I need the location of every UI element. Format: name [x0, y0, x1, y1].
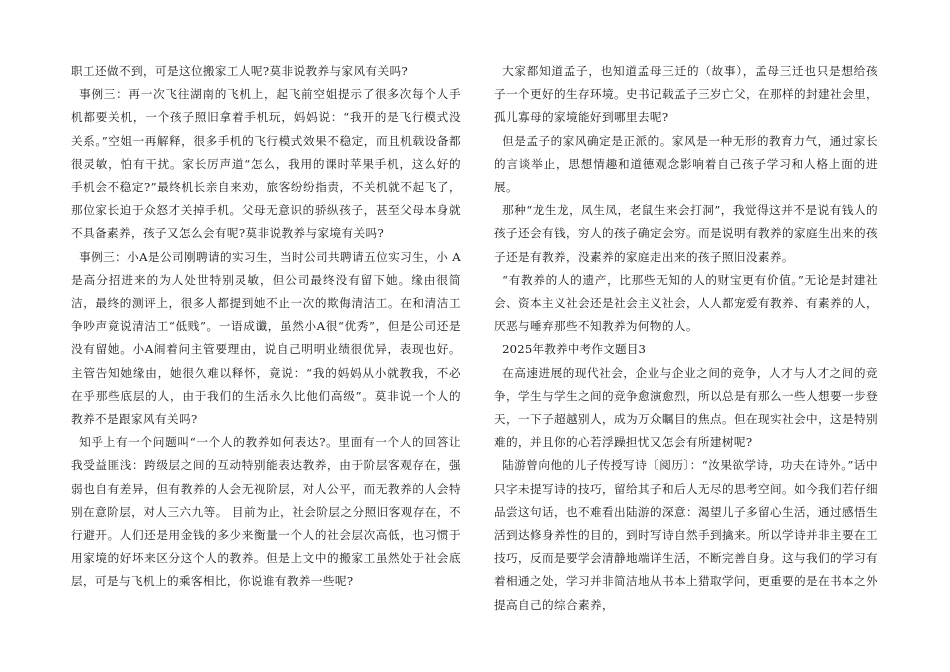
paragraph-mencius: 大家都知道孟子，也知道孟母三迁的（故事），孟母三迁也只是想给孩子一个更好的生存环境。史书记载孟子三岁亡父，在那样的封建社会里，孤儿寡母的家境能好到哪里去呢? [494, 64, 878, 125]
paragraph-proverb: 那种“龙生龙，凤生凤，老鼠生来会打洞”，我觉得这并不是说有钱人的孩子还会有钱，穷人的孩子确定会穷。而是说明有教养的家庭生出来的孩子还是有教养，没素养的家庭走出来的孩子照旧没素养。 [494, 203, 878, 264]
paragraph-example-airplane: 事例三：再一次飞往湖南的飞机上，起飞前空姐提示了很多次每个人手机都要关机，一个孩子照旧拿着手机玩，妈妈说：“我开的是飞行模式没关系。”空姐一再解释，很多手机的飞行模式效果不稳定，而且机载设备都很灵敏，怕有干扰。家长厉声道“怎么，我用的课时苹果手机，这么好的手机会不稳定?”最终机长亲自来劝，旅客纷纷指责，不关机就不起飞了，那位家长迫于众怒才关掉手机。父母无意识的骄纵孩子，甚至父母本身就不具备素养，孩子又怎么会有呢?莫非说教养与家境有关吗? [71, 87, 461, 241]
paragraph-example-intern: 事例三：小A是公司刚聘请的实习生，当时公司共聘请五位实习生，小 A是高分招进来的为人处世特别灵敏，但公司最终没有留下她。缘由很简洁，最终的测评上，很多人都提到她不止一次的欺侮清洁工。在和清洁工争吵声竟说清洁工“低贱”。一语成谶，虽然小A很“优秀”，但是公司还是没有留她。小A闹着问主管要理由，说自己明明业绩很优异，表现也好。主管告知她缘由，她很久难以释怀，竟说：“我的妈妈从小就教我，不必在乎那些底层的人，由于我们的生活永久比他们高级”。莫非说一个人的教养不是跟家风有关吗? [71, 249, 461, 427]
section-heading: 2025年教养中考作文题目3 [502, 342, 647, 357]
right-column [494, 60, 914, 617]
left-column [71, 60, 461, 594]
paragraph-zhihu: 知乎上有一个问题叫“一个人的教养如何表达?。里面有一个人的回答让我受益匪浅：跨级层之间的互动特别能表达教养，由于阶层客观存在，强弱也自有差异，但有教养的人会无视阶层，对人公平，而无教养的人会特别在意阶层，对人三六九等。 目前为止，社会阶层之分照旧客观存在，不行避开。人们还是用金钱的多少来衡量一个人的社会层次高低，也习惯于用家境的好坏来区分这个人的教养。但是上文中的搬家工虽然处于社会底层，可是与飞机上的乘客相比，你说谁有教养一些呢? [71, 435, 461, 589]
paragraph-continued: 职工还做不到，可是这位搬家工人呢?莫非说教养与家风有关吗? [71, 64, 409, 78]
paragraph-family-style: 但是孟子的家风确定是正派的。家风是一种无形的教育力气，通过家长的言谈举止，思想情趣和道德观念影响着自己孩子学习和人格上面的进展。 [494, 133, 878, 195]
paragraph-competition: 在高速进展的现代社会，企业与企业之间的竞争，人才与人才之间的竞争，学生与学生之间的竞争愈演愈烈，所以总是有那么一些人想要一步登天，一下子超越别人，成为万众瞩目的焦点。但在现实社会中，这是特别 难的，并且你的心若浮躁担忧又怎会有所建树呢? [494, 365, 914, 450]
paragraph-quote-legacy: “有教养的人的遗产，比那些无知的人的财宝更有价值。”无论是封建社会、资本主义社会还是社会主义社会，人人都宠爱有教养、有素养的人，厌恶与唾弃那些不知教养为何物的人。 [494, 272, 878, 334]
paragraph-lu-you: 陆游曾向他的儿子传授写诗〔阅历〕：“汝果欲学诗，功夫在诗外。”话中只字未提写诗的技巧，留给其子和后人无尽的思考空间。如今我们若仔细品尝这句话，也不难看出陆游的深意：渴望儿子多留心生活，通过感悟生活到达修身养性的目的，到时写诗自然手到擒来。所以学诗并非主要在工技巧，反而是要学会清静地端详生活，不断完善自身。这与我们的学习有着相通之处，学习并非简洁地从书本上猎取学问，更重要的是在书本之外提高自己的综合素养， [494, 458, 878, 612]
